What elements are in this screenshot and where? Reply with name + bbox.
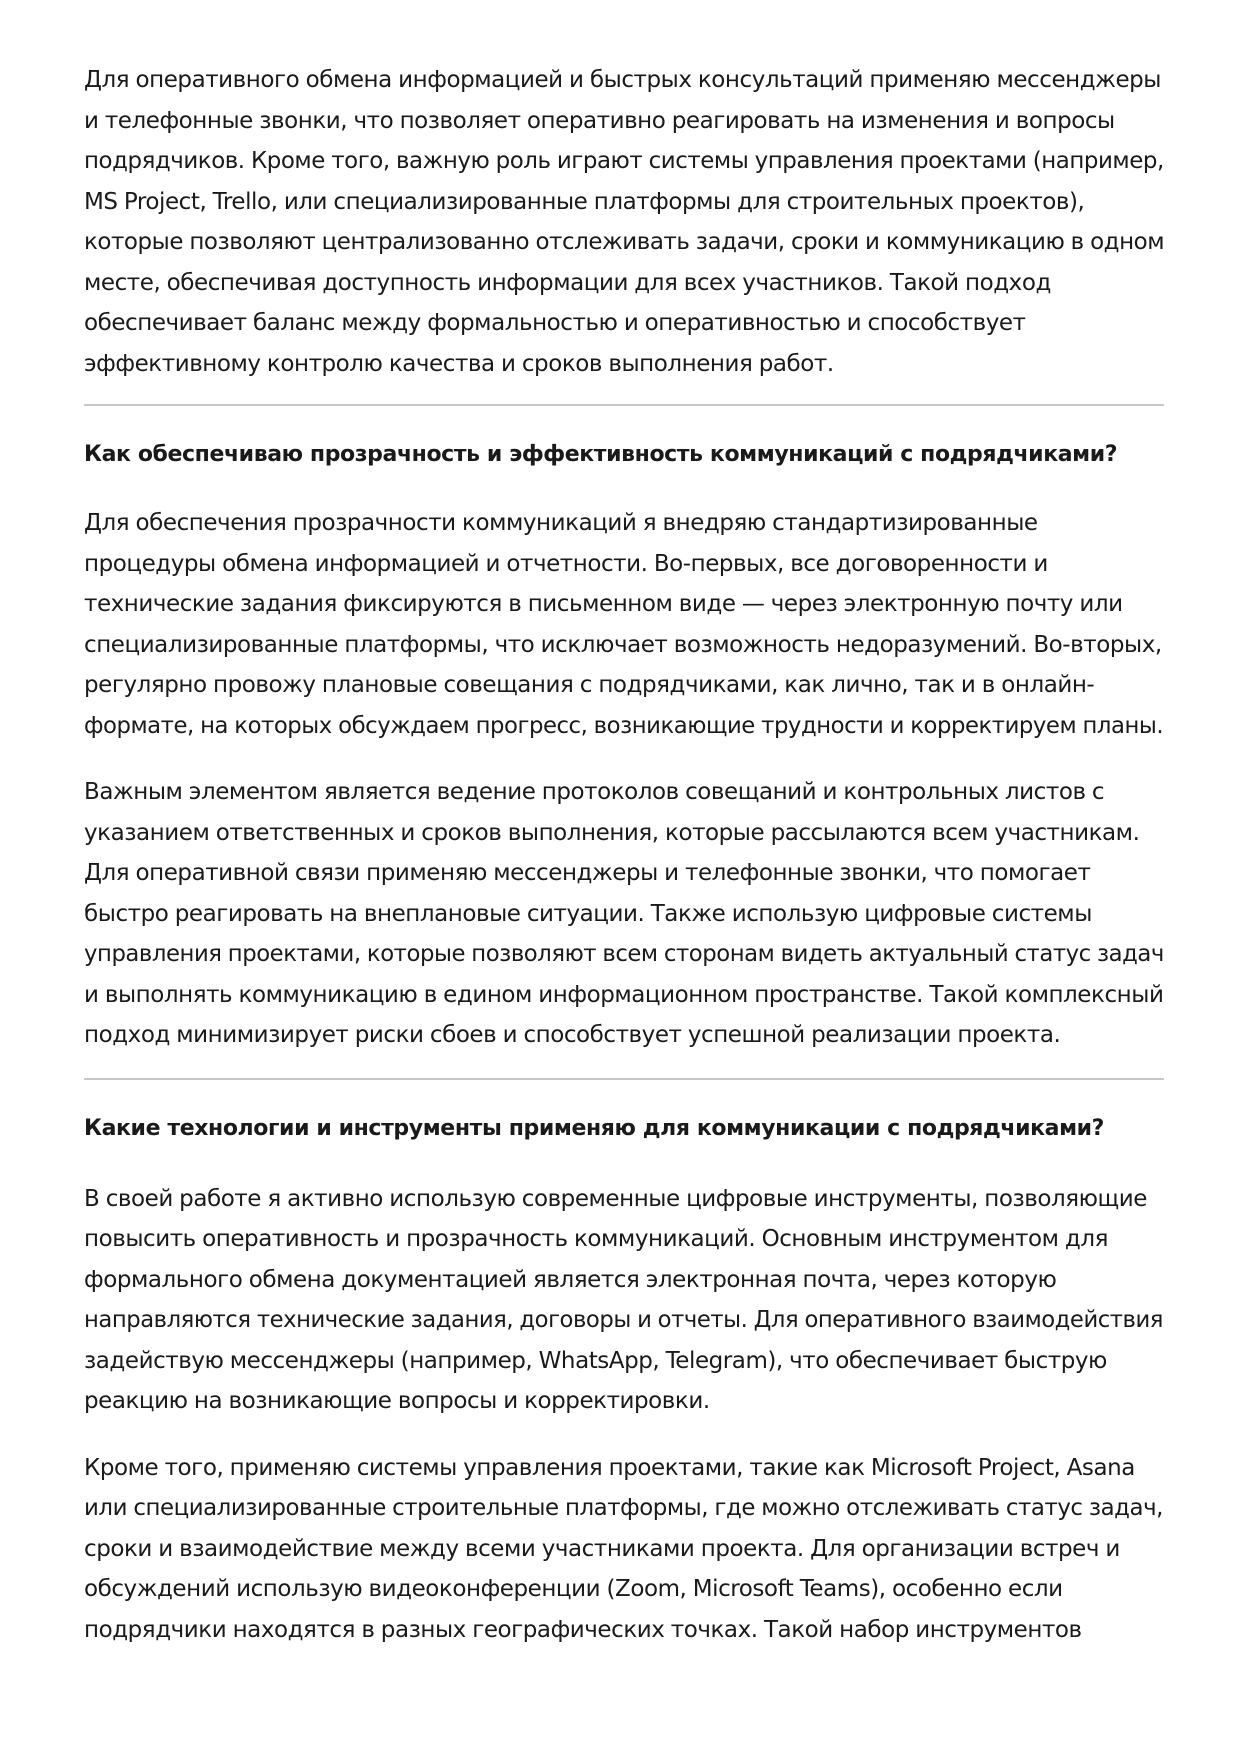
text-line: реакцию на возникающие вопросы и корректировки. [84,1388,710,1414]
text-line: Кроме того, применяю системы управления проектами, такие как Microsoft Project, Asana [84,1454,1135,1481]
text-line: или специализированные строительные платформы, где можно отслеживать статус задач, [84,1495,1163,1521]
tools-paragraph-2 [84,1448,1164,1651]
text-line: обеспечивает баланс между формальностью и оперативностью и способствует [84,310,1026,336]
section-heading-transparency: Как обеспечиваю прозрачность и эффективность коммуникаций с подрядчиками? [84,442,1118,467]
text-line: управления проектами, которые позволяют всем сторонам видеть актуальный статус задач [84,941,1164,967]
text-line: Для оперативной связи применяю мессенджеры и телефонные звонки, что помогает [84,860,1091,886]
text-line: направляются технические задания, договоры и отчеты. Для оперативного взаимодействия [84,1307,1164,1333]
text-line: Для оперативного обмена информацией и быстрых консультаций применяю мессенджеры [84,67,1162,93]
text-line: специализированные платформы, что исключает возможность недоразумений. Во-вторых, [84,631,1162,658]
text-line: подрядчики находятся в разных географических точках. Такой набор инструментов [84,1616,1082,1643]
text-line: формате, на которых обсуждаем прогресс, возникающие трудности и корректируем планы. [84,712,1164,739]
text-line: Для обеспечения прозрачности коммуникаций я внедряю стандартизированные [84,510,1038,536]
text-line: регулярно провожу плановые совещания с подрядчиками, как лично, так и в онлайн- [84,672,1095,698]
text-line: процедуры обмена информацией и отчетности. Во-первых, все договоренности и [84,550,1048,577]
document-body [84,60,1164,1650]
text-line: задействую мессенджеры (например, WhatsApp, Telegram), что обеспечивает быструю [84,1347,1107,1374]
text-line: подход минимизирует риски сбоев и способствует успешной реализации проекта. [84,1022,1061,1048]
text-line: сроки и взаимодействие между всеми участниками проекта. Для организации встреч и [84,1535,1120,1562]
text-line: технические задания фиксируются в письменном виде — через электронную почту или [84,591,1123,617]
section-divider [84,404,1164,406]
text-line: и телефонные звонки, что позволяет оперативно реагировать на изменения и вопросы [84,107,1115,134]
text-line: подрядчиков. Кроме того, важную роль играют системы управления проектами (например, [84,148,1164,174]
text-line: указанием ответственных и сроков выполнения, которые рассылаются всем участникам. [84,819,1140,846]
text-line: эффективному контролю качества и сроков выполнения работ. [84,350,834,377]
section-divider [84,1078,1164,1080]
text-line: В своей работе я активно использую современные цифровые инструменты, позволяющие [84,1185,1147,1212]
text-line: Важным элементом является ведение протоколов совещаний и контрольных листов с [84,779,1105,805]
section-heading-tools: Какие технологии и инструменты применяю для коммуникации с подрядчиками? [84,1115,1105,1141]
transparency-paragraph-1 [84,503,1164,746]
text-line: повысить оперативность и прозрачность коммуникаций. Основным инструментом для [84,1226,1108,1252]
intro-paragraph [84,60,1164,384]
text-line: и выполнять коммуникацию в едином информационном пространстве. Такой комплексный [84,981,1164,1008]
text-line: обсуждений использую видеоконференции (Zoom, Microsoft Teams), особенно если [84,1576,1063,1602]
transparency-paragraph-2 [84,772,1164,1056]
text-line: формального обмена документацией является электронная почта, через которую [84,1266,1057,1293]
text-line: MS Project, Trello, или специализированные платформы для строительных проектов), [84,188,1085,215]
tools-paragraph-1 [84,1179,1164,1422]
text-line: быстро реагировать на внеплановые ситуации. Также использую цифровые системы [84,900,1092,927]
text-line: которые позволяют централизованно отслеживать задачи, сроки и коммуникацию в одном [84,229,1165,255]
text-line: месте, обеспечивая доступность информации для всех участников. Такой подход [84,269,1051,296]
